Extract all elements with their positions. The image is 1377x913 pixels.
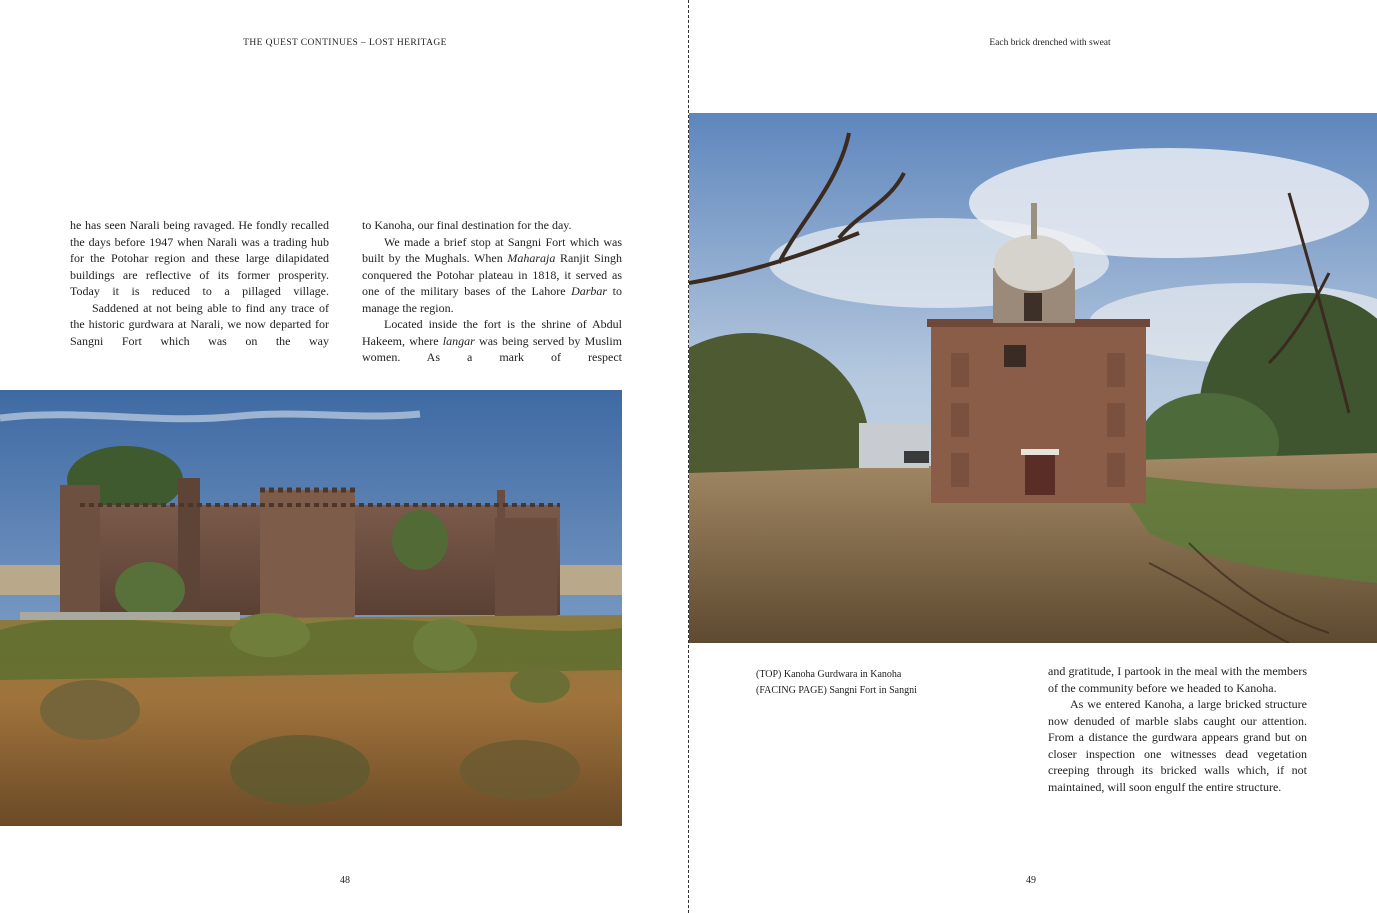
running-head-left: THE QUEST CONTINUES – LOST HERITAGE — [243, 38, 447, 48]
paragraph: We made a brief stop at Sangni Fort which was built by the Mughals. When Maharaja Ranjit Singh conquered the Potohar plateau in 1818, it served as one of the military bases of the Lahore Darbar to manage the region. — [362, 234, 622, 315]
paragraph: As we entered Kanoha, a large bricked structure now denuded of marble slabs caught our attention. From a distance the gurdwara appears grand but on closer inspection one witnesses dead vegetation creeping through its bricked walls which, if not maintained, will soon engulf the entire structure. — [1048, 697, 1307, 794]
text-column-left-a — [70, 217, 329, 349]
left-page — [0, 0, 688, 913]
right-page — [689, 0, 1377, 913]
caption-line: (TOP) Kanoha Gurdwara in Kanoha — [756, 669, 902, 680]
page-number-right: 49 — [1026, 875, 1036, 886]
text-column-right — [1048, 663, 1307, 795]
paragraph: to Kanoha, our final destination for the day. — [362, 218, 572, 232]
caption-line: (FACING PAGE) Sangni Fort in Sangni — [756, 685, 917, 696]
text-column-left-b — [362, 217, 622, 366]
paragraph: he has seen Narali being ravaged. He fondly recalled the days before 1947 when Narali was a trading hub for the Potohar region and these large dilapidated buildings are reflective of its former prosperity. Today it is reduced to a pillaged village. — [70, 218, 329, 298]
paragraph: and gratitude, I partook in the meal with the members of the community before we headed to Kanoha. — [1048, 664, 1307, 695]
paragraph: Located inside the fort is the shrine of Abdul Hakeem, where langar was being served by Muslim women. As a mark of respect — [362, 317, 622, 364]
paragraph: Saddened at not being able to find any trace of the historic gurdwara at Narali, we now departed for Sangni Fort which was on the way — [70, 300, 329, 348]
kanoha-gurdwara-photo — [689, 113, 1377, 643]
running-head-right: Each brick drenched with sweat — [989, 38, 1111, 48]
sangni-fort-photo — [0, 390, 622, 826]
photo-caption — [756, 667, 917, 699]
page-number-left: 48 — [340, 875, 350, 886]
